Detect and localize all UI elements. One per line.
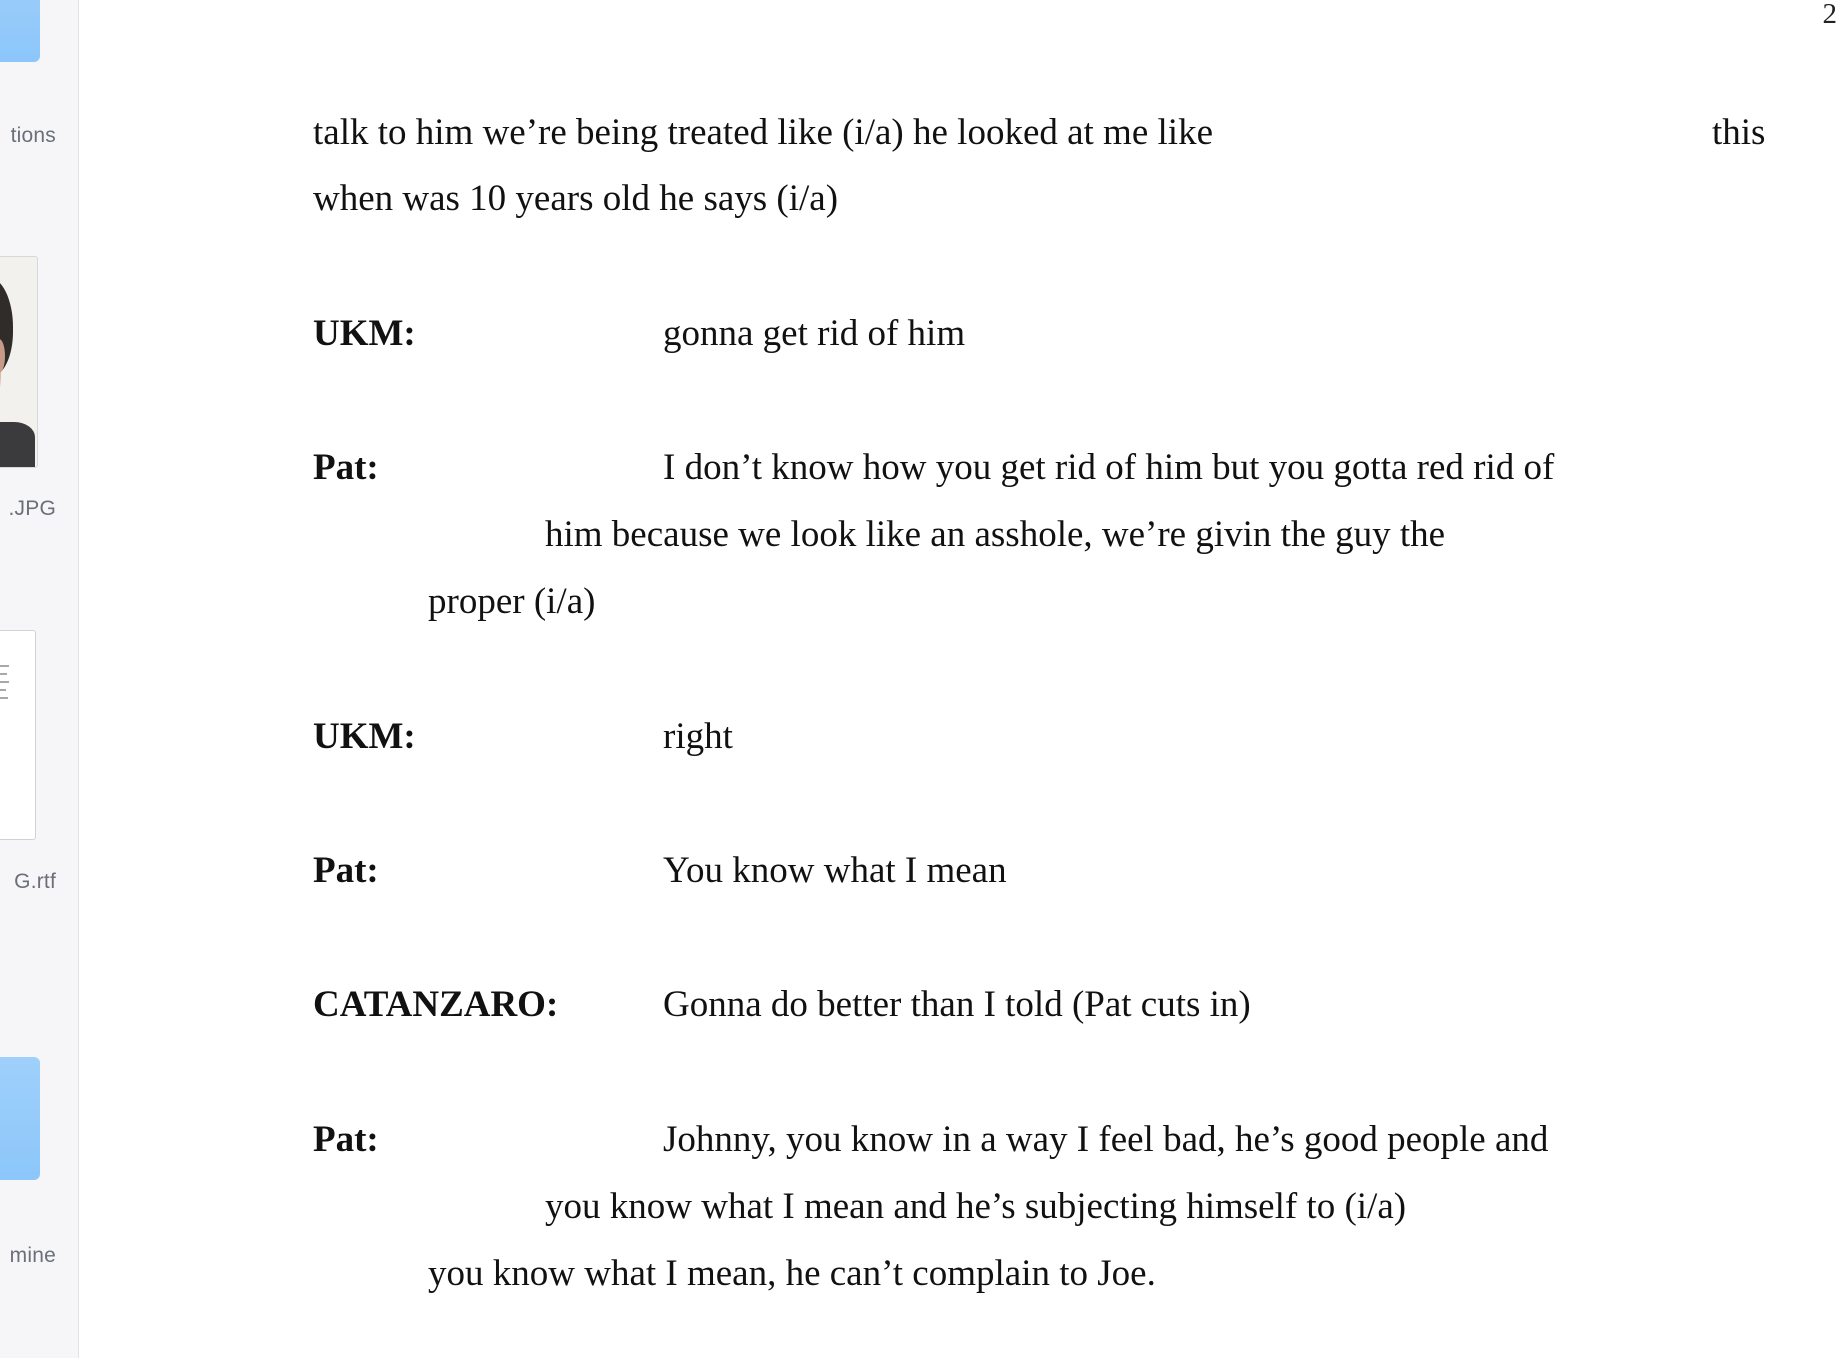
- file-label-photo[interactable]: .JPG: [8, 497, 56, 520]
- transcript-line: talk to him we’re being treated like (i/a) he looked at me like: [313, 112, 1213, 153]
- transcript-line: proper (i/a): [428, 581, 596, 622]
- folder-icon[interactable]: [0, 1057, 40, 1180]
- file-label-folder[interactable]: mine: [9, 1244, 56, 1267]
- speaker-label: Pat:: [313, 850, 379, 891]
- speaker-label: UKM:: [313, 716, 416, 757]
- transcript-line: him because we look like an asshole, we’re givin the guy the: [545, 514, 1446, 555]
- transcript-line: this: [1712, 112, 1766, 153]
- transcript-line: you know what I mean, he can’t complain to Joe.: [428, 1253, 1156, 1294]
- transcript-line: Gonna do better than I told (Pat cuts in): [663, 984, 1251, 1025]
- photo-thumbnail[interactable]: [0, 256, 38, 468]
- speaker-label: CATANZARO:: [313, 984, 559, 1025]
- transcript-line: I don’t know how you get rid of him but you gotta red rid of: [663, 447, 1555, 488]
- transcript-line: right: [663, 716, 733, 757]
- transcript-line: when was 10 years old he says (i/a): [313, 178, 839, 219]
- file-label-document[interactable]: G.rtf: [14, 870, 56, 893]
- folder-icon[interactable]: [0, 0, 40, 62]
- transcript-line: You know what I mean: [663, 850, 1007, 891]
- document-thumbnail[interactable]: [0, 630, 36, 840]
- transcript-line: gonna get rid of him: [663, 313, 966, 354]
- transcript-line: you know what I mean and he’s subjecting himself to (i/a): [545, 1186, 1407, 1227]
- file-browser-sidebar: [0, 0, 79, 1358]
- speaker-label: Pat:: [313, 1119, 379, 1160]
- file-label-folder[interactable]: tions: [10, 124, 56, 147]
- document-page: [79, 0, 1847, 1358]
- transcript-line: Johnny, you know in a way I feel bad, he’s good people and: [663, 1119, 1549, 1160]
- page-number: 2: [1822, 0, 1837, 30]
- speaker-label: Pat:: [313, 447, 379, 488]
- speaker-label: UKM:: [313, 313, 416, 354]
